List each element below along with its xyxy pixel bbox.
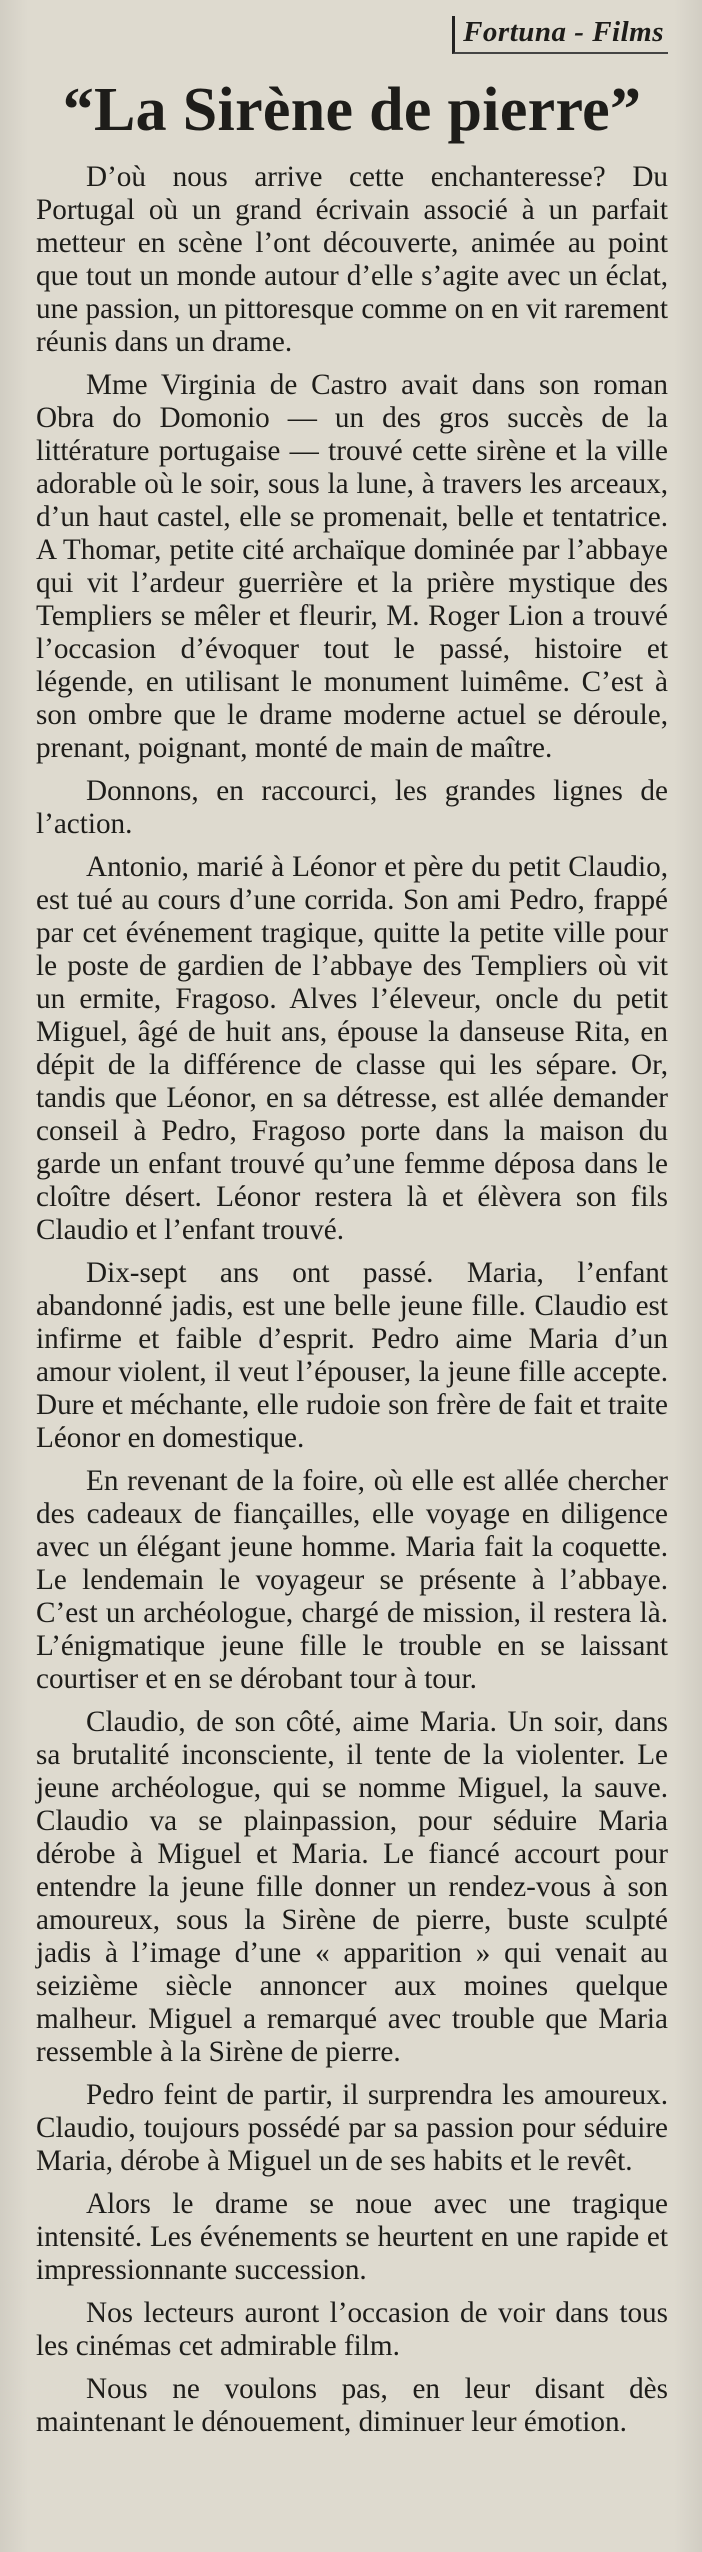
article-body xyxy=(36,161,668,2439)
paragraph: Alors le drame se noue avec une tragique intensité. Les événements se heurtent en une rapide et impressionnante succession. xyxy=(36,2188,668,2287)
paragraph: Nous ne voulons pas, en leur disant dès maintenant le dénouement, diminuer leur émotion. xyxy=(36,2373,668,2439)
paragraph: Dix-sept ans ont passé. Maria, l’enfant abandonné jadis, est une belle jeune fille. Claudio est infirme et faible d’esprit. Pedro aime Maria d’un amour violent, il veut l’épouser, la jeune fille accepte. Dure et méchante, elle rudoie son frère de fait et traite Léonor en domestique. xyxy=(36,1257,668,1455)
rubric-label: Fortuna - Films xyxy=(452,16,668,54)
paragraph: En revenant de la foire, où elle est allée chercher des cadeaux de fiançailles, elle voyage en diligence avec un élégant jeune homme. Maria fait la coquette. Le lendemain le voyageur se présente à l’abbaye. C’est un archéologue, chargé de mission, il restera là. L’énigmatique jeune fille le trouble en se laissant courtiser et en se dérobant tour à tour. xyxy=(36,1465,668,1696)
paragraph: Nos lecteurs auront l’occasion de voir dans tous les cinémas cet admirable film. xyxy=(36,2297,668,2363)
paragraph: Donnons, en raccourci, les grandes lignes de l’action. xyxy=(36,775,668,841)
paragraph: Mme Virginia de Castro avait dans son roman Obra do Domonio — un des gros succès de la littérature portugaise — trouvé cette sirène et la ville adorable où le soir, sous la lune, à travers les arceaux, d’un haut castel, elle se promenait, belle et tentatrice. A Thomar, petite cité archaïque dominée par l’abbaye qui vit l’ardeur guerrière et la prière mystique des Templiers se mêler et fleurir, M. Roger Lion a trouvé l’occasion d’évoquer tout le passé, histoire et légende, en utilisant le monument luimême. C’est à son ombre que le drame moderne actuel se déroule, prenant, poignant, monté de main de maître. xyxy=(36,369,668,765)
paragraph: Antonio, marié à Léonor et père du petit Claudio, est tué au cours d’une corrida. Son ami Pedro, frappé par cet événement tragique, quitte la petite ville pour le poste de gardien de l’abbaye des Templiers où vit un ermite, Fragoso. Alves l’éleveur, oncle du petit Miguel, âgé de huit ans, épouse la danseuse Rita, en dépit de la différence de classe qui les sépare. Or, tandis que Léonor, en sa détresse, est allée demander conseil à Pedro, Fragoso porte dans la maison du garde un enfant trouvé qu’une femme déposa dans le cloître désert. Léonor restera là et élèvera son fils Claudio et l’enfant trouvé. xyxy=(36,851,668,1247)
column-header xyxy=(36,0,668,70)
paragraph: Pedro feint de partir, il surprendra les amoureux. Claudio, toujours possédé par sa passion pour séduire Maria, dérobe à Miguel un de ses habits et le revêt. xyxy=(36,2079,668,2178)
paragraph: Claudio, de son côté, aime Maria. Un soir, dans sa brutalité inconsciente, il tente de la violenter. Le jeune archéologue, qui se nomme Miguel, la sauve. Claudio va se plainpassion, pour séduire Maria dérobe à Miguel et Maria. Le fiancé accourt pour entendre la jeune fille donner un rendez-vous à son amoureux, sous la Sirène de pierre, buste sculpté jadis à l’image d’une « apparition » qui venait au seizième siècle annoncer aux moines quelque malheur. Miguel a remarqué avec trouble que Maria ressemble à la Sirène de pierre. xyxy=(36,1706,668,2069)
article-headline: “La Sirène de pierre” xyxy=(62,76,642,144)
paragraph: D’où nous arrive cette enchanteresse? Du Portugal où un grand écrivain associé à un parfait metteur en scène l’ont découverte, animée au point que tout un monde autour d’elle s’agite avec un éclat, une passion, un pittoresque comme on en vit rarement réunis dans un drame. xyxy=(36,161,668,359)
